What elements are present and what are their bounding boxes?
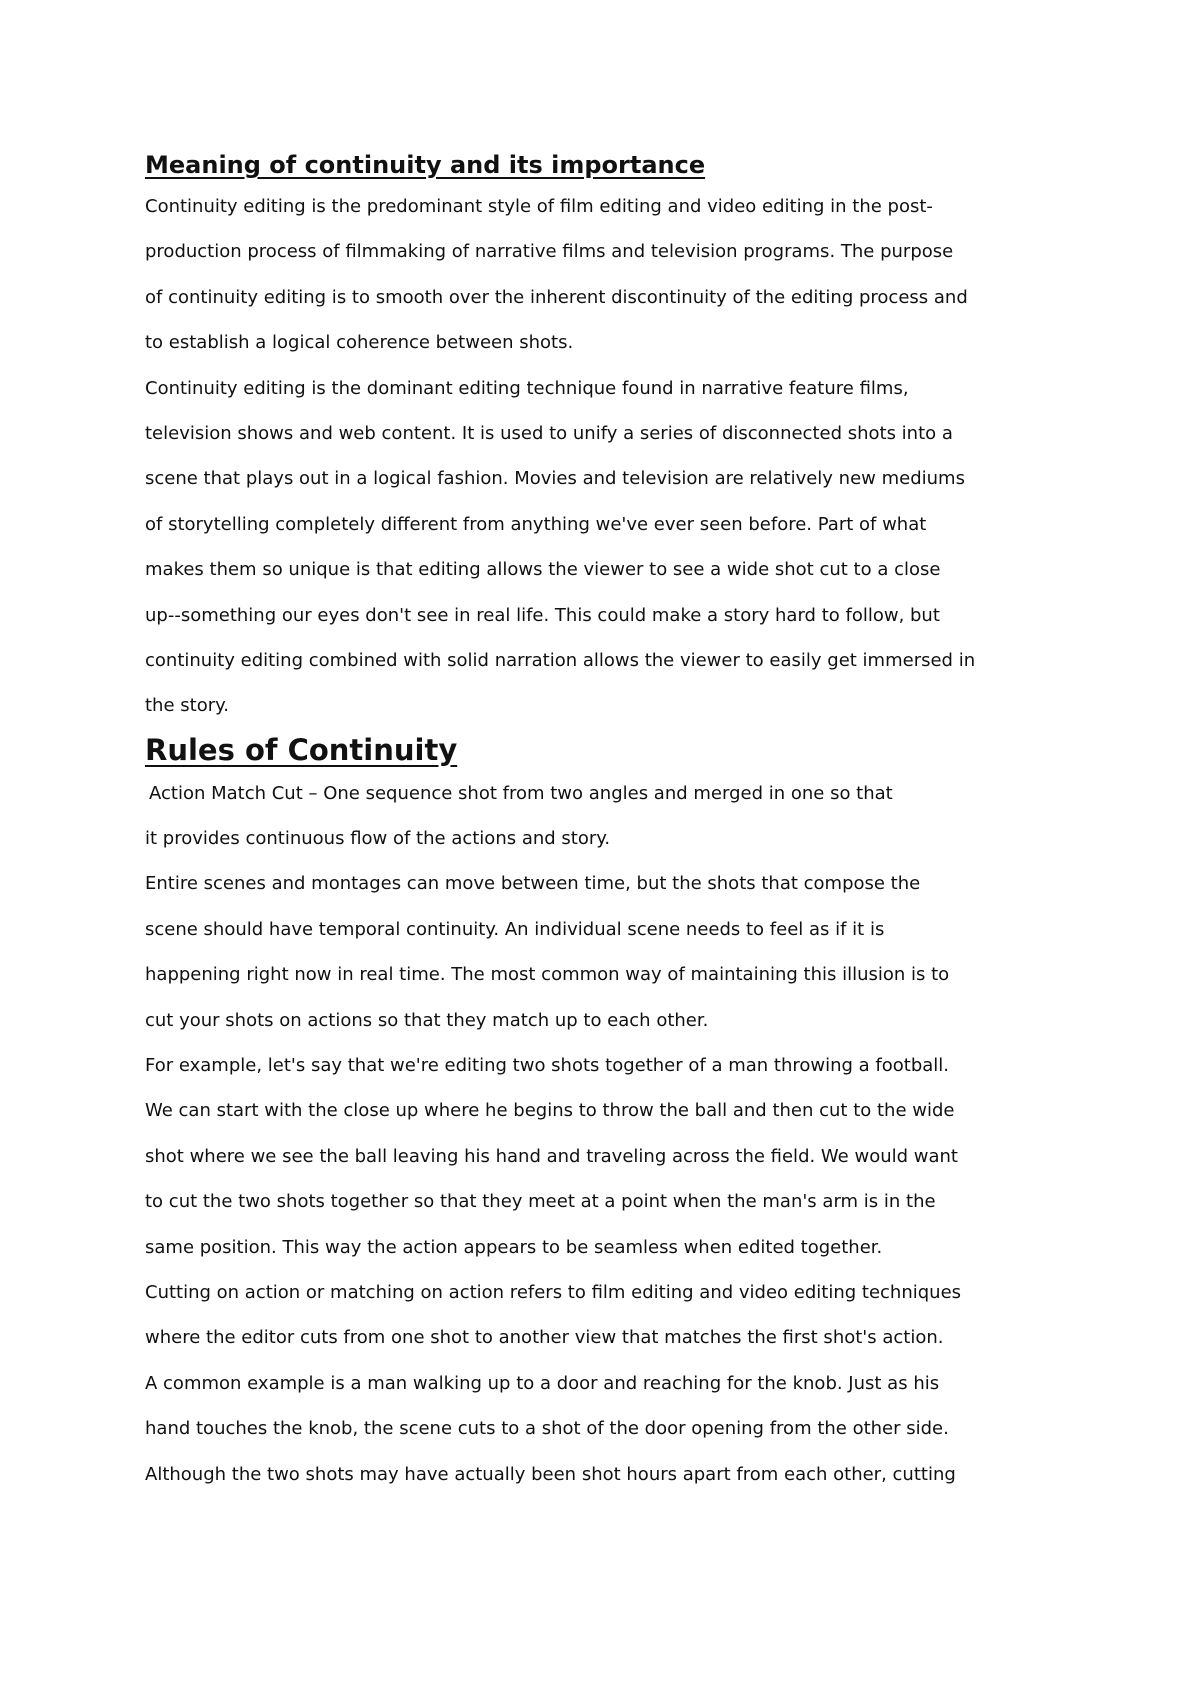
heading-rules-of-continuity: Rules of Continuity (145, 732, 458, 767)
paragraph-line: to cut the two shots together so that they meet at a point when the man's arm is in the (145, 1191, 936, 1213)
paragraph-line: to establish a logical coherence between shots. (145, 332, 574, 354)
paragraph-line: For example, let's say that we're editing two shots together of a man throwing a football. (145, 1055, 949, 1077)
paragraph-line: shot where we see the ball leaving his hand and traveling across the field. We would want (145, 1145, 958, 1167)
paragraph-line: hand touches the knob, the scene cuts to a shot of the door opening from the other side. (145, 1418, 949, 1440)
paragraph-line: makes them so unique is that editing allows the viewer to see a wide shot cut to a close (145, 559, 941, 581)
paragraph-line: happening right now in real time. The most common way of maintaining this illusion is to (145, 964, 950, 986)
paragraph-line: the story. (145, 695, 229, 717)
paragraph-line: A common example is a man walking up to a door and reaching for the knob. Just as his (145, 1372, 940, 1394)
paragraph-line: scene should have temporal continuity. An individual scene needs to feel as if it is (145, 918, 885, 940)
paragraph-line: cut your shots on actions so that they match up to each other. (145, 1009, 709, 1031)
paragraph-line: Continuity editing is the predominant style of film editing and video editing in the post- (145, 196, 933, 217)
paragraph-line: Continuity editing is the dominant editing technique found in narrative feature films, (145, 377, 909, 399)
paragraph-line: of continuity editing is to smooth over the inherent discontinuity of the editing process and (145, 286, 968, 308)
paragraph-line: We can start with the close up where he begins to throw the ball and then cut to the wide (145, 1100, 955, 1122)
document-body (145, 146, 1005, 1497)
paragraph-line: production process of filmmaking of narrative films and television programs. The purpose (145, 241, 954, 263)
section-rules-of-continuity (145, 771, 1005, 1497)
heading-meaning-of-continuity: Meaning of continuity and its importance (145, 151, 706, 179)
paragraph-line: Entire scenes and montages can move between time, but the shots that compose the (145, 873, 921, 895)
paragraph-line: same position. This way the action appears to be seamless when edited together. (145, 1236, 883, 1258)
paragraph-line: scene that plays out in a logical fashion. Movies and television are relatively new mediums (145, 468, 965, 490)
paragraph-line: where the editor cuts from one shot to another view that matches the first shot's action. (145, 1327, 944, 1349)
section-meaning-of-continuity (145, 184, 1005, 729)
paragraph-line: up--something our eyes don't see in real life. This could make a story hard to follow, but (145, 604, 940, 626)
paragraph-line: television shows and web content. It is used to unify a series of disconnected shots into a (145, 422, 953, 444)
paragraph-line: of storytelling completely different from anything we've ever seen before. Part of what (145, 513, 927, 535)
paragraph-line: it provides continuous flow of the actions and story. (145, 828, 611, 850)
paragraph-line: Although the two shots may have actually been shot hours apart from each other, cutting (145, 1463, 956, 1485)
paragraph-line: continuity editing combined with solid narration allows the viewer to easily get immersed in (145, 649, 976, 671)
paragraph-line: Action Match Cut – One sequence shot from two angles and merged in one so that (149, 782, 893, 804)
paragraph-line: Cutting on action or matching on action refers to film editing and video editing techniques (145, 1281, 962, 1303)
